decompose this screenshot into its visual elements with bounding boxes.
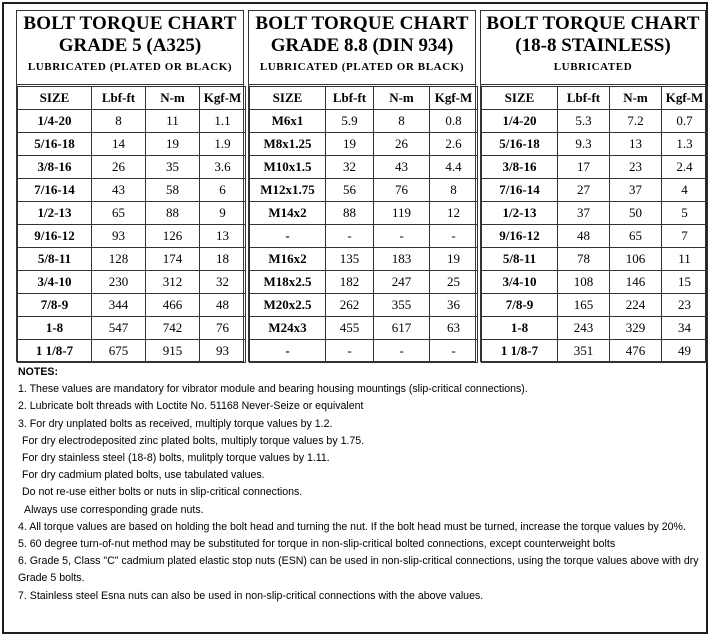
table-row <box>250 110 478 133</box>
value-cell: 243 <box>558 317 610 340</box>
value-cell: 32 <box>200 271 246 294</box>
note-7: 7. Stainless steel Esna nuts can also be used in non-slip-critical connections with the above values. <box>18 589 484 602</box>
table-row <box>250 133 478 156</box>
note-3: 3. For dry unplated bolts as received, multiply torque values by 1.2. <box>18 417 333 430</box>
table-row <box>250 317 478 340</box>
chart-title: BOLT TORQUE CHART <box>23 13 237 34</box>
chart-grade-5 <box>16 10 244 362</box>
column-header: Kgf-M <box>200 87 246 110</box>
table-row <box>482 225 708 248</box>
table-row <box>18 248 246 271</box>
value-cell: 1.9 <box>200 133 246 156</box>
size-cell: 1-8 <box>18 317 92 340</box>
value-cell: 476 <box>610 340 662 363</box>
value-cell: 5 <box>662 202 708 225</box>
value-cell: 9.3 <box>558 133 610 156</box>
size-cell: M8x1.25 <box>250 133 326 156</box>
value-cell: 8 <box>92 110 146 133</box>
value-cell: - <box>374 225 430 248</box>
value-cell: 48 <box>200 294 246 317</box>
value-cell: 37 <box>558 202 610 225</box>
value-cell: 675 <box>92 340 146 363</box>
column-header: SIZE <box>482 87 558 110</box>
column-header: Lbf-ft <box>92 87 146 110</box>
table-row <box>18 317 246 340</box>
value-cell: 915 <box>146 340 200 363</box>
table-row <box>482 202 708 225</box>
value-cell: 1.3 <box>662 133 708 156</box>
table-row <box>482 179 708 202</box>
value-cell: 0.7 <box>662 110 708 133</box>
table-row <box>250 294 478 317</box>
size-cell: 1/4-20 <box>18 110 92 133</box>
table-row <box>482 317 708 340</box>
note-4: 4. All torque values are based on holding the bolt head and turning the nut. If the bolt head must be turned, increase the torque values by 20%. <box>18 520 686 533</box>
chart-lubrication-note: LUBRICATED (PLATED OR BLACK) <box>27 61 233 73</box>
notes-section <box>18 364 704 605</box>
value-cell: 19 <box>326 133 374 156</box>
size-cell: 1 1/8-7 <box>18 340 92 363</box>
table-row <box>250 248 478 271</box>
value-cell: 36 <box>430 294 478 317</box>
size-cell: 1/4-20 <box>482 110 558 133</box>
chart-subtitle: GRADE 5 (A325) <box>58 35 202 56</box>
chart-lubrication-note: LUBRICATED (PLATED OR BLACK) <box>259 61 465 73</box>
size-cell: 9/16-12 <box>18 225 92 248</box>
value-cell: 76 <box>374 179 430 202</box>
table-row <box>482 294 708 317</box>
size-cell: 9/16-12 <box>482 225 558 248</box>
chart-stainless <box>480 10 706 362</box>
value-cell: - <box>374 340 430 363</box>
value-cell: 224 <box>610 294 662 317</box>
value-cell: 49 <box>662 340 708 363</box>
table-row <box>482 156 708 179</box>
table-row <box>482 248 708 271</box>
value-cell: 35 <box>146 156 200 179</box>
size-cell: M6x1 <box>250 110 326 133</box>
chart-grade-8-8 <box>248 10 476 362</box>
value-cell: 351 <box>558 340 610 363</box>
value-cell: 5.3 <box>558 110 610 133</box>
size-cell: 1 1/8-7 <box>482 340 558 363</box>
chart-header <box>249 11 475 85</box>
value-cell: 165 <box>558 294 610 317</box>
value-cell: - <box>430 225 478 248</box>
value-cell: 76 <box>200 317 246 340</box>
note-3-stainless: For dry stainless steel (18-8) bolts, mulitply torque values by 1.11. <box>22 452 330 465</box>
table-row <box>250 179 478 202</box>
table-row <box>482 271 708 294</box>
value-cell: 58 <box>146 179 200 202</box>
value-cell: 230 <box>92 271 146 294</box>
table-row <box>482 110 708 133</box>
table-row <box>18 340 246 363</box>
chart-header <box>17 11 243 85</box>
size-cell: 7/16-14 <box>18 179 92 202</box>
value-cell: 455 <box>326 317 374 340</box>
value-cell: 26 <box>374 133 430 156</box>
value-cell: 14 <box>92 133 146 156</box>
table-row <box>18 179 246 202</box>
note-3-cadmium: For dry cadmium plated bolts, use tabulated values. <box>22 469 265 482</box>
size-cell: 5/16-18 <box>18 133 92 156</box>
value-cell: 25 <box>430 271 478 294</box>
size-cell: 5/16-18 <box>482 133 558 156</box>
value-cell: 247 <box>374 271 430 294</box>
value-cell: 329 <box>610 317 662 340</box>
table-row <box>18 133 246 156</box>
value-cell: 19 <box>430 248 478 271</box>
value-cell: 13 <box>610 133 662 156</box>
column-header: Kgf-M <box>662 87 708 110</box>
value-cell: 183 <box>374 248 430 271</box>
column-header: SIZE <box>250 87 326 110</box>
document-frame <box>2 2 708 634</box>
value-cell: 182 <box>326 271 374 294</box>
size-cell: M18x2.5 <box>250 271 326 294</box>
chart-subtitle: GRADE 8.8 (DIN 934) <box>270 35 454 56</box>
torque-table <box>249 86 478 363</box>
value-cell: 37 <box>610 179 662 202</box>
value-cell: 119 <box>374 202 430 225</box>
value-cell: 19 <box>146 133 200 156</box>
table-row <box>482 133 708 156</box>
value-cell: 4.4 <box>430 156 478 179</box>
size-cell: 3/4-10 <box>18 271 92 294</box>
value-cell: 262 <box>326 294 374 317</box>
note-1: 1. These values are mandatory for vibrator module and bearing housing mountings (slip-critical connections). <box>18 383 528 396</box>
value-cell: 106 <box>610 248 662 271</box>
value-cell: 93 <box>200 340 246 363</box>
value-cell: 26 <box>92 156 146 179</box>
value-cell: 43 <box>374 156 430 179</box>
table-row <box>250 271 478 294</box>
table-row <box>250 225 478 248</box>
size-cell: M12x1.75 <box>250 179 326 202</box>
value-cell: 15 <box>662 271 708 294</box>
size-cell: 1-8 <box>482 317 558 340</box>
value-cell: 547 <box>92 317 146 340</box>
column-header: N-m <box>146 87 200 110</box>
value-cell: 8 <box>430 179 478 202</box>
table-row <box>18 156 246 179</box>
notes-heading: NOTES: <box>18 366 59 378</box>
size-cell: - <box>250 340 326 363</box>
size-cell: M14x2 <box>250 202 326 225</box>
table-row <box>250 156 478 179</box>
chart-subtitle: (18-8 STAINLESS) <box>515 35 671 56</box>
value-cell: 108 <box>558 271 610 294</box>
value-cell: 13 <box>200 225 246 248</box>
value-cell: 27 <box>558 179 610 202</box>
value-cell: 355 <box>374 294 430 317</box>
note-2: 2. Lubricate bolt threads with Loctite No. 51168 Never-Seize or equivalent <box>18 400 364 413</box>
note-5: 5. 60 degree turn-of-nut method may be substituted for torque in non-slip-critical bolted connections, except counterweight bolts <box>18 538 616 551</box>
value-cell: 23 <box>662 294 708 317</box>
note-3-no-reuse: Do not re-use either bolts or nuts in slip-critical connections. <box>22 486 303 499</box>
value-cell: 7.2 <box>610 110 662 133</box>
value-cell: 6 <box>200 179 246 202</box>
value-cell: 466 <box>146 294 200 317</box>
value-cell: 146 <box>610 271 662 294</box>
size-cell: 7/8-9 <box>482 294 558 317</box>
size-cell: 1/2-13 <box>18 202 92 225</box>
column-header: Kgf-M <box>430 87 478 110</box>
value-cell: 78 <box>558 248 610 271</box>
torque-charts <box>16 10 706 362</box>
value-cell: 43 <box>92 179 146 202</box>
size-cell: 7/16-14 <box>482 179 558 202</box>
value-cell: 3.6 <box>200 156 246 179</box>
value-cell: 742 <box>146 317 200 340</box>
value-cell: 5.9 <box>326 110 374 133</box>
table-header-row <box>250 87 478 110</box>
chart-title: BOLT TORQUE CHART <box>255 13 469 34</box>
value-cell: 34 <box>662 317 708 340</box>
value-cell: 344 <box>92 294 146 317</box>
value-cell: 88 <box>146 202 200 225</box>
value-cell: - <box>326 225 374 248</box>
column-header: SIZE <box>18 87 92 110</box>
value-cell: 1.1 <box>200 110 246 133</box>
chart-lubrication-note: LUBRICATED <box>553 61 633 73</box>
value-cell: 63 <box>430 317 478 340</box>
size-cell: 3/8-16 <box>18 156 92 179</box>
value-cell: 48 <box>558 225 610 248</box>
note-3-grade-nuts: Always use corresponding grade nuts. <box>24 503 204 516</box>
table-row <box>482 340 708 363</box>
table-row <box>18 271 246 294</box>
value-cell: 0.8 <box>430 110 478 133</box>
value-cell: 56 <box>326 179 374 202</box>
value-cell: 312 <box>146 271 200 294</box>
column-header: Lbf-ft <box>558 87 610 110</box>
value-cell: 9 <box>200 202 246 225</box>
chart-title: BOLT TORQUE CHART <box>486 13 700 34</box>
value-cell: 11 <box>662 248 708 271</box>
column-header: N-m <box>610 87 662 110</box>
value-cell: 32 <box>326 156 374 179</box>
value-cell: - <box>430 340 478 363</box>
table-header-row <box>482 87 708 110</box>
value-cell: 4 <box>662 179 708 202</box>
chart-header <box>481 11 705 85</box>
table-row <box>250 202 478 225</box>
value-cell: 23 <box>610 156 662 179</box>
size-cell: 1/2-13 <box>482 202 558 225</box>
value-cell: 617 <box>374 317 430 340</box>
value-cell: 65 <box>92 202 146 225</box>
value-cell: 128 <box>92 248 146 271</box>
value-cell: 88 <box>326 202 374 225</box>
size-cell: 3/4-10 <box>482 271 558 294</box>
value-cell: 8 <box>374 110 430 133</box>
table-row <box>18 110 246 133</box>
note-6: 6. Grade 5, Class "C" cadmium plated elastic stop nuts (ESN) can be used in non-slip-critical connections, using the torque values above with dry Grade 5 bolts. <box>18 555 699 585</box>
value-cell: 18 <box>200 248 246 271</box>
table-header-row <box>18 87 246 110</box>
torque-table <box>17 86 246 363</box>
value-cell: 65 <box>610 225 662 248</box>
value-cell: 174 <box>146 248 200 271</box>
size-cell: M24x3 <box>250 317 326 340</box>
column-header: N-m <box>374 87 430 110</box>
size-cell: 5/8-11 <box>482 248 558 271</box>
value-cell: 17 <box>558 156 610 179</box>
size-cell: M16x2 <box>250 248 326 271</box>
value-cell: 135 <box>326 248 374 271</box>
size-cell: M10x1.5 <box>250 156 326 179</box>
size-cell: 5/8-11 <box>18 248 92 271</box>
torque-table <box>481 86 708 363</box>
size-cell: - <box>250 225 326 248</box>
column-header: Lbf-ft <box>326 87 374 110</box>
value-cell: 12 <box>430 202 478 225</box>
size-cell: 3/8-16 <box>482 156 558 179</box>
value-cell: 2.6 <box>430 133 478 156</box>
value-cell: 126 <box>146 225 200 248</box>
size-cell: 7/8-9 <box>18 294 92 317</box>
value-cell: - <box>326 340 374 363</box>
value-cell: 50 <box>610 202 662 225</box>
table-row <box>18 202 246 225</box>
value-cell: 93 <box>92 225 146 248</box>
note-3-zinc: For dry electrodeposited zinc plated bolts, multiply torque values by 1.75. <box>22 434 365 447</box>
table-row <box>18 225 246 248</box>
table-row <box>18 294 246 317</box>
table-row <box>250 340 478 363</box>
value-cell: 11 <box>146 110 200 133</box>
size-cell: M20x2.5 <box>250 294 326 317</box>
value-cell: 7 <box>662 225 708 248</box>
value-cell: 2.4 <box>662 156 708 179</box>
